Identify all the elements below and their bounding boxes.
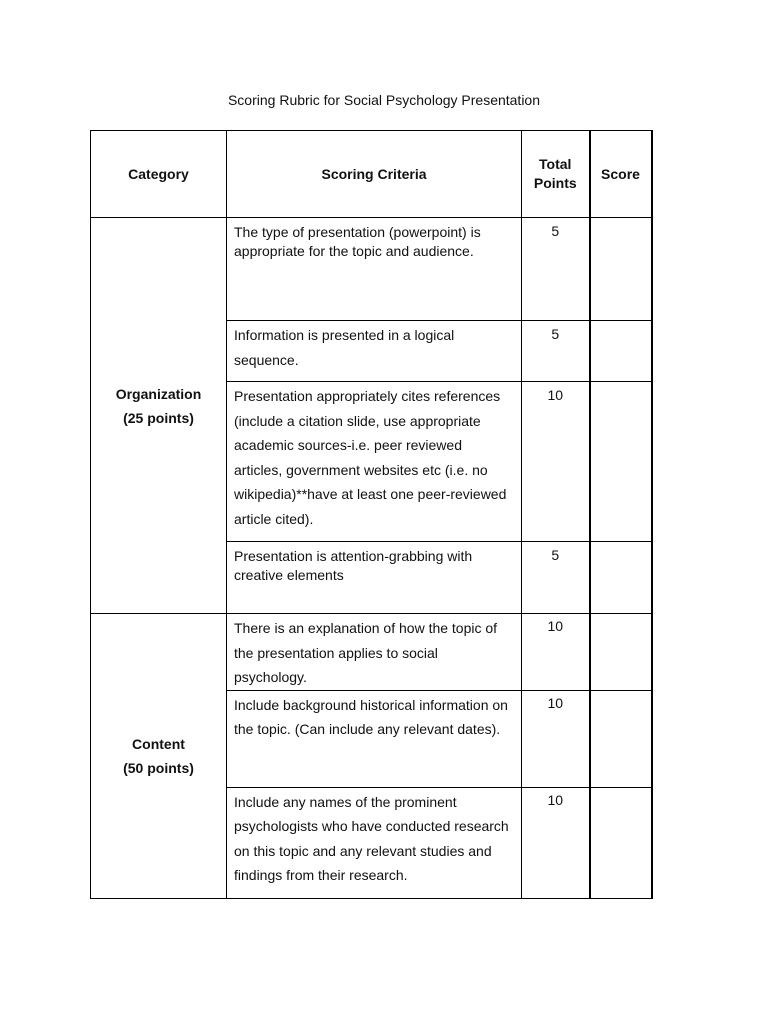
table-row	[91, 218, 652, 321]
score-cell[interactable]	[590, 690, 652, 787]
score-cell[interactable]	[590, 382, 652, 542]
header-total-points-line2: Points	[533, 175, 577, 191]
header-row	[91, 131, 652, 218]
score-cell[interactable]	[590, 542, 652, 614]
total-points-cell: 10	[522, 382, 590, 542]
score-cell[interactable]	[590, 787, 652, 898]
criteria-cell: Information is presented in a logical sequence.	[227, 321, 522, 382]
header-total-points	[522, 131, 590, 218]
header-score: Score	[590, 131, 652, 218]
header-scoring-criteria: Scoring Criteria	[227, 131, 522, 218]
criteria-cell: Presentation is attention-grabbing with creative elements	[227, 542, 522, 614]
total-points-cell: 5	[522, 321, 590, 382]
category-cell-content	[91, 614, 227, 899]
score-cell[interactable]	[590, 321, 652, 382]
category-name: Organization	[115, 385, 202, 402]
total-points-cell: 10	[522, 614, 590, 691]
category-points: (25 points)	[123, 409, 194, 426]
document-title: Scoring Rubric for Social Psychology Presentation	[227, 92, 541, 108]
score-cell[interactable]	[590, 218, 652, 321]
criteria-cell: Presentation appropriately cites references (include a citation slide, use appropriate academic sources-i.e. peer reviewed articles, government websites etc (i.e. no wikipedia)**have at least one peer-reviewed article cited).	[227, 382, 522, 542]
rubric-table	[90, 130, 653, 899]
criteria-cell: Include any names of the prominent psychologists who have conducted research on this topic and any relevant studies and findings from their research.	[227, 787, 522, 898]
category-cell-organization	[91, 218, 227, 614]
category-points: (50 points)	[123, 759, 194, 776]
total-points-cell: 10	[522, 787, 590, 898]
header-total-points-line1: Total	[539, 156, 572, 172]
category-name: Content	[132, 735, 185, 752]
criteria-cell: There is an explanation of how the topic of the presentation applies to social psychology.	[227, 614, 522, 691]
criteria-cell: Include background historical information on the topic. (Can include any relevant dates).	[227, 690, 522, 787]
table-row	[91, 614, 652, 691]
score-cell[interactable]	[590, 614, 652, 691]
total-points-cell: 10	[522, 690, 590, 787]
total-points-cell: 5	[522, 542, 590, 614]
criteria-cell: The type of presentation (powerpoint) is appropriate for the topic and audience.	[227, 218, 522, 321]
total-points-cell: 5	[522, 218, 590, 321]
header-category: Category	[91, 131, 227, 218]
